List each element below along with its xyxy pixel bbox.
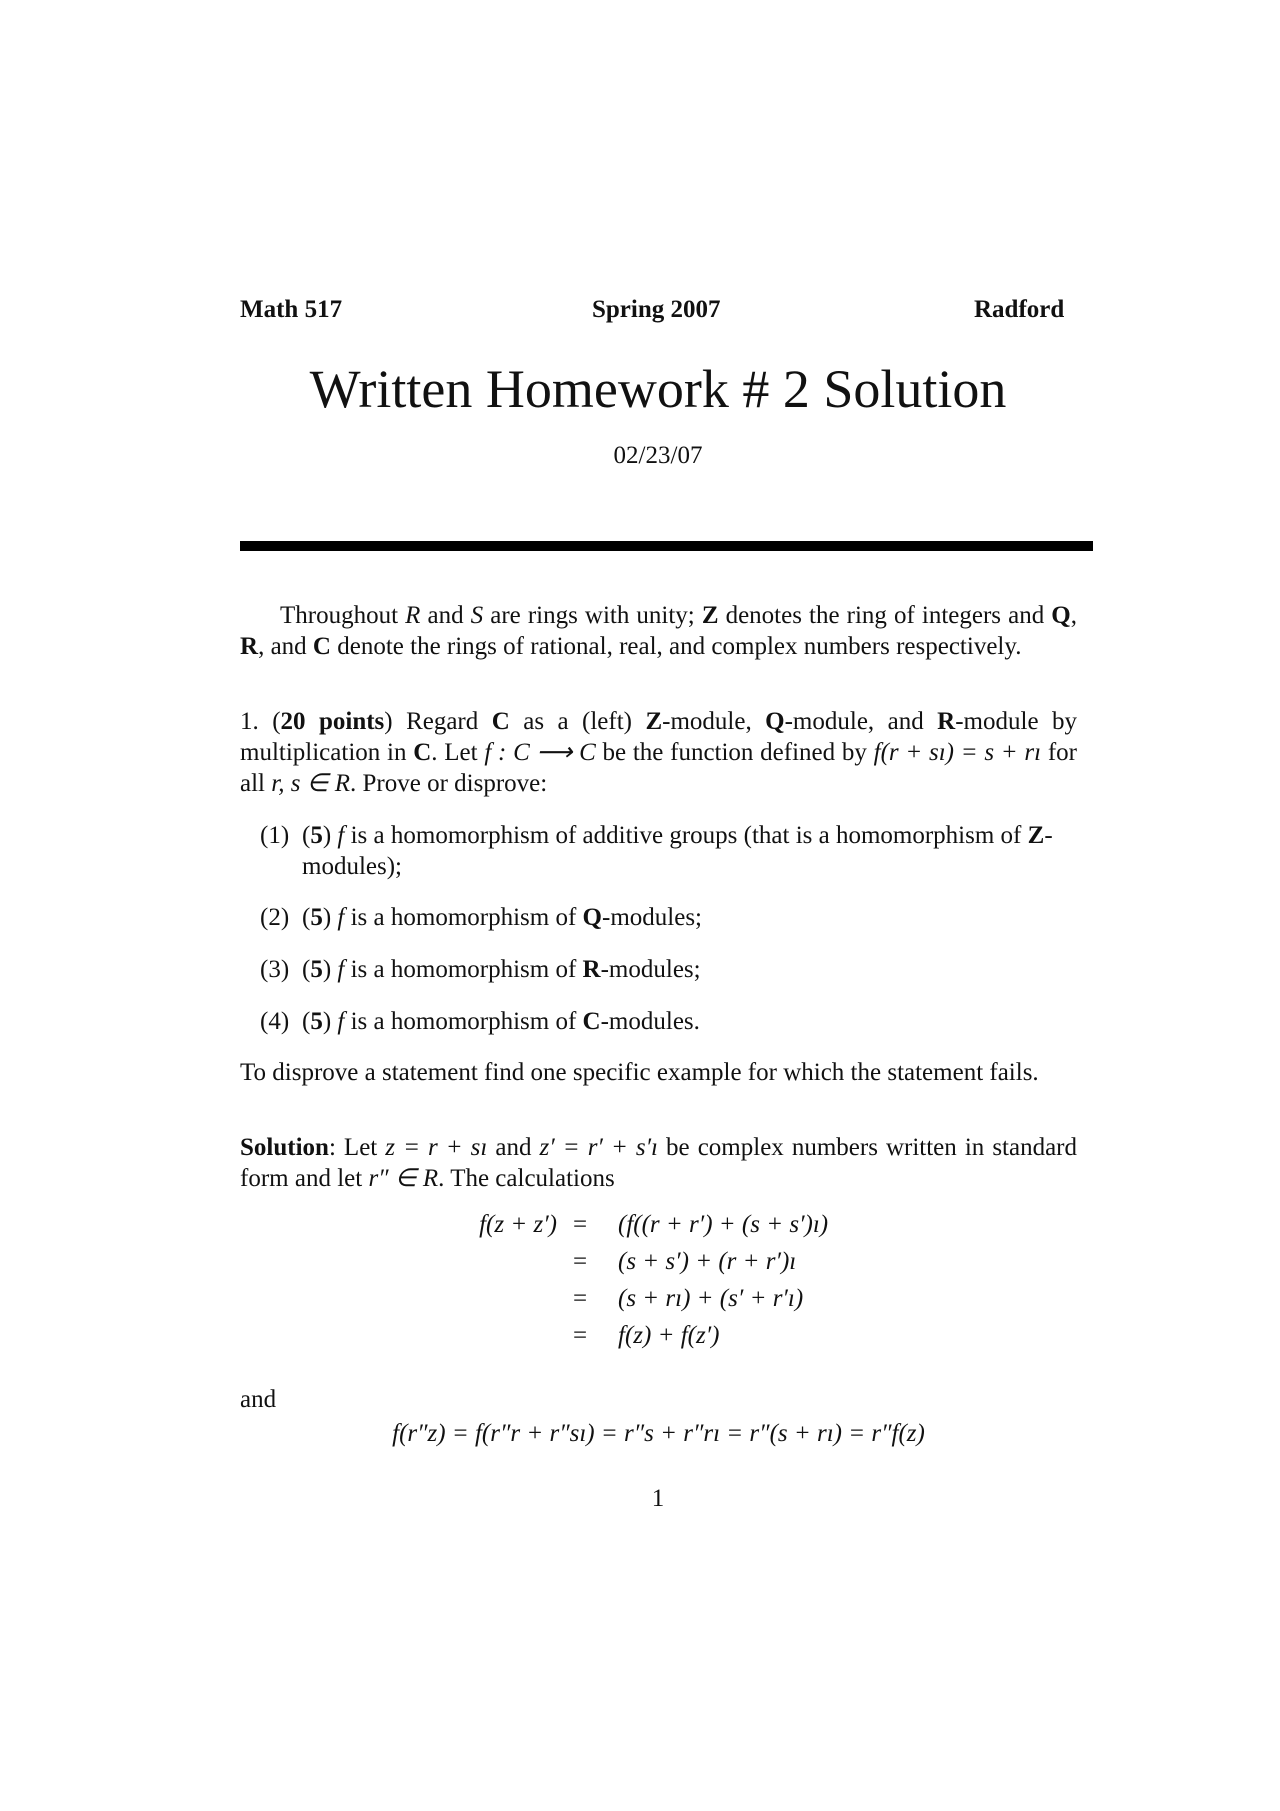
instructor-label: Radford	[974, 296, 1065, 323]
course-label: Math 517	[240, 296, 343, 323]
equation-row: = f(z) + f(z′)	[573, 1322, 720, 1349]
list-item: (3) (5) f is a homomorphism of R-modules;	[260, 956, 701, 983]
and-word: and	[240, 1386, 277, 1413]
term-label: Spring 2007	[592, 296, 721, 323]
list-item: (4) (5) f is a homomorphism of C-modules.	[260, 1008, 700, 1035]
equation-row: = (s + rı) + (s′ + r′ı)	[573, 1285, 804, 1312]
equation-row: = (s + s′) + (r + r′)ı	[573, 1248, 797, 1275]
equation-row: f(z + z′) = (f((r + r′) + (s + s′)ı)	[479, 1211, 829, 1238]
date: 02/23/07	[613, 442, 703, 469]
list-item: (1) (5) f is a homomorphism of additive groups (that is a homomorphism of Z-modules);	[260, 822, 1053, 880]
page-number: 1	[651, 1485, 665, 1512]
scalar-equation: f(r″z) = f(r″r + r″sı) = r″s + r″rı = r″(s + rı) = r″f(z)	[392, 1420, 925, 1447]
disprove-note: To disprove a statement find one specific example for which the statement fails.	[240, 1059, 1039, 1086]
problem-statement: 1. (20 points) Regard C as a (left) Z-module, Q-module, and R-module by multiplication in C. Let f : C ⟶ C be the function defined by f(r + sı) = s + rı for all r, s ∈ R. Prove or disprove:	[240, 708, 1077, 797]
divider	[240, 541, 1093, 551]
intro-paragraph: Throughout R and S are rings with unity; Z denotes the ring of integers and Q, R, and C denote the rings of rational, real, and complex numbers respectively.	[240, 602, 1077, 660]
equation-block	[240, 1211, 1077, 1359]
solution-paragraph: Solution: Let z = r + sı and z′ = r′ + s′ı be complex numbers written in standard form and let r″ ∈ R. The calculations	[240, 1134, 1078, 1192]
page-title: Written Homework # 2 Solution	[309, 359, 1007, 419]
list-item: (2) (5) f is a homomorphism of Q-modules;	[260, 904, 702, 931]
